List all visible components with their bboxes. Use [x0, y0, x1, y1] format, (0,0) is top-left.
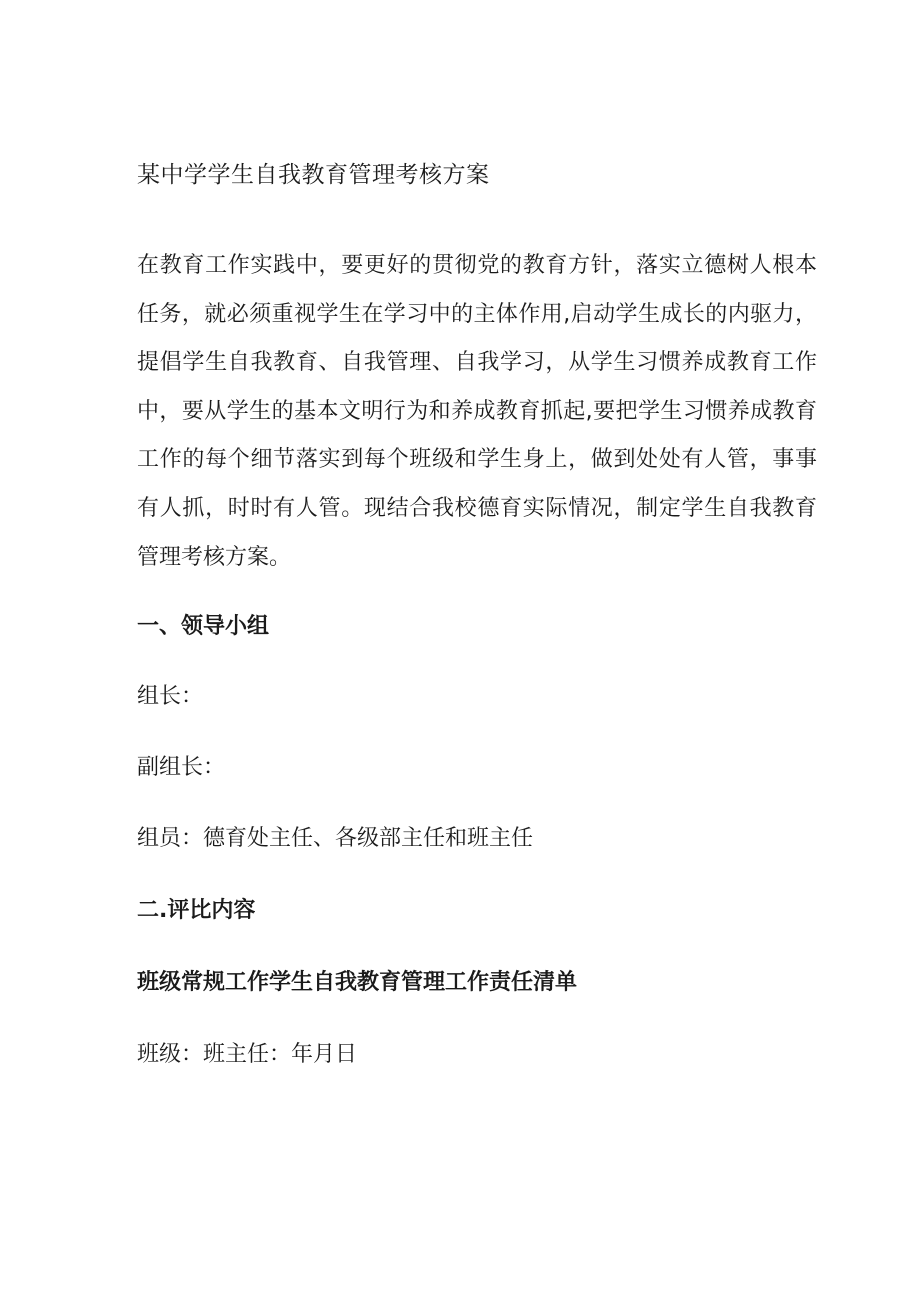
members-line: 组员：德育处主任、各级部主任和班主任	[137, 826, 534, 851]
section-heading-evaluation: 二.评比内容	[137, 898, 256, 923]
deputy-leader-line: 副组长：	[137, 755, 226, 780]
subheading-checklist: 班级常规工作学生自我教育管理工作责任清单	[137, 970, 578, 995]
intro-paragraph: 在教育工作实践中，要更好的贯彻党的教育方针，落实立德树人根本任务，就必须重视学生在学习中的主体作用,启动学生成长的内驱力，提倡学生自我教育、自我管理、自我学习，从学生习惯养成教育工作中，要从学生的基本文明行为和养成教育抓起,要把学生习惯养成教育工作的每个细节落实到每个班级和学生身上，做到处处有人管，事事有人抓，时时有人管。现结合我校德育实际情况，制定学生自我教育管理考核方案。	[137, 253, 817, 570]
leader-line: 组长：	[137, 684, 204, 709]
document-title: 某中学学生自我教育管理考核方案	[137, 162, 490, 188]
class-info-line: 班级：班主任：年月日	[137, 1042, 358, 1067]
section-heading-leadership: 一、领导小组	[137, 614, 270, 639]
